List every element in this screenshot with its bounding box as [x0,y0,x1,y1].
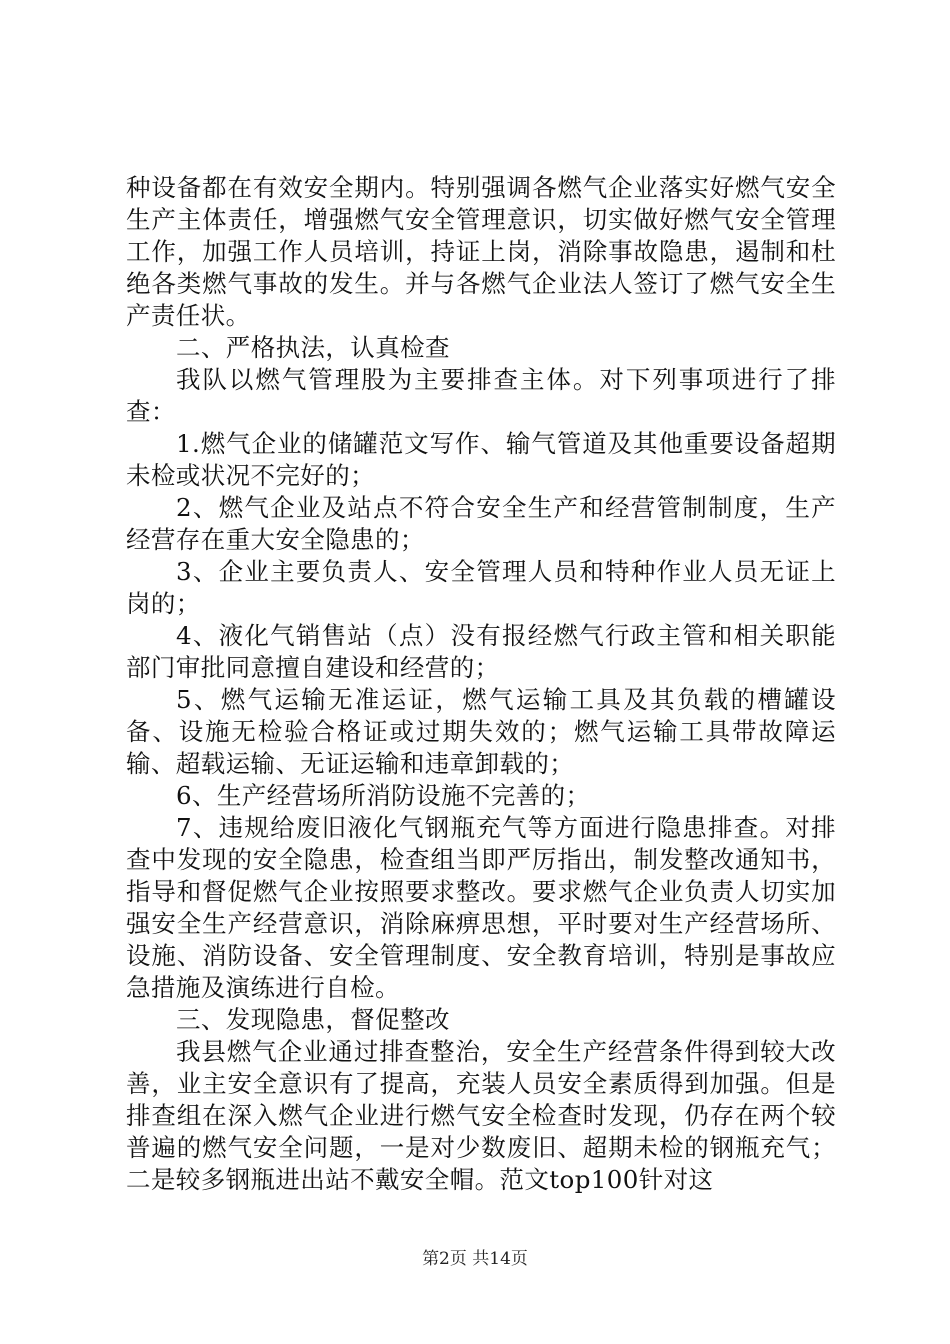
list-item-4: 4、液化气销售站（点）没有报经燃气行政主管和相关职能部门审批同意擅自建设和经营的； [126,621,836,682]
document-body [126,172,836,1196]
page-footer [0,1248,950,1270]
paragraph-final: 我县燃气企业通过排查整治，安全生产经营条件得到较大改善，业主安全意识有了提高，充装人员安全素质得到加强。但是排查组在深入燃气企业进行燃气安全检查时发现，仍存在两个较普遍的燃气安全问题，一是对少数废旧、超期未检的钢瓶充气；二是较多钢瓶进出站不戴安全帽。范文top100针对这 [126,1037,836,1194]
list-item-7: 7、违规给废旧液化气钢瓶充气等方面进行隐患排查。对排查中发现的安全隐患，检查组当即严厉指出，制发整改通知书，指导和督促燃气企业按照要求整改。要求燃气企业负责人切实加强安全生产经营意识，消除麻痹思想，平时要对生产经营场所、设施、消防设备、安全管理制度、安全教育培训，特别是事故应急措施及演练进行自检。 [126,813,836,1002]
page-number-label: 第2页 共14页 [422,1249,528,1269]
list-item-5: 5、燃气运输无准运证，燃气运输工具及其负载的槽罐设备、设施无检验合格证或过期失效的；燃气运输工具带故障运输、超载运输、无证运输和违章卸载的； [126,685,836,778]
list-item-6: 6、生产经营场所消防设施不完善的； [176,781,591,810]
list-item-2: 2、燃气企业及站点不符合安全生产和经营管制制度，生产经营存在重大安全隐患的； [126,493,836,554]
list-item-1: 1.燃气企业的储罐范文写作、输气管道及其他重要设备超期未检或状况不完好的； [126,429,836,490]
paragraph-3: 我队以燃气管理股为主要排查主体。对下列事项进行了排查： [126,365,836,426]
section-heading-2: 二、严格执法，认真检查 [176,333,450,362]
list-item-3: 3、企业主要负责人、安全管理人员和特种作业人员无证上岗的； [126,557,836,618]
paragraph-1: 种设备都在有效安全期内。特别强调各燃气企业落实好燃气安全生产主体责任，增强燃气安全管理意识，切实做好燃气安全管理工作，加强工作人员培训，持证上岗，消除事故隐患，遏制和杜绝各类燃气事故的发生。并与各燃气企业法人签订了燃气安全生产责任状。 [126,173,836,330]
section-heading-3: 三、发现隐患，督促整改 [176,1005,450,1034]
